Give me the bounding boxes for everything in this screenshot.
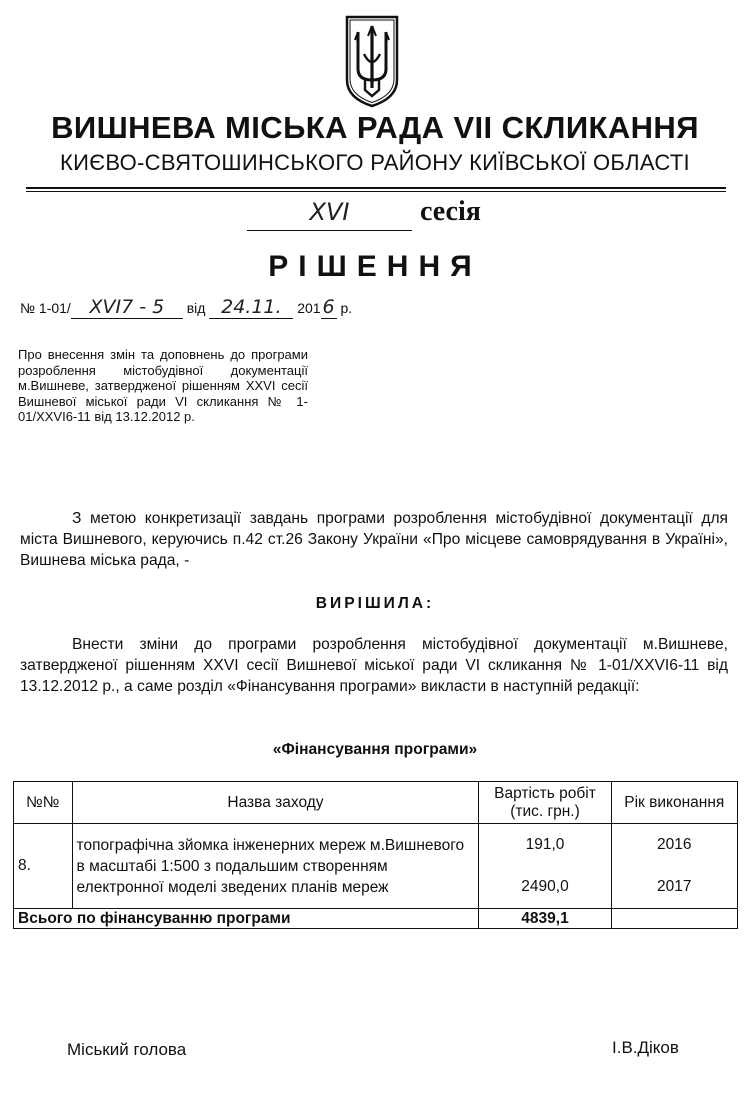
header-divider-thin: [26, 191, 726, 192]
signature-position: Міський голова: [67, 1040, 187, 1059]
row-year-2016: 2016: [657, 836, 692, 853]
table-row: [14, 824, 738, 909]
row-year-2017: 2017: [657, 878, 692, 895]
trident-emblem-icon: [343, 14, 401, 108]
row-years: [611, 824, 737, 909]
year-suffix: р.: [340, 300, 353, 316]
total-year-empty: [611, 909, 737, 929]
total-label: Всього по фінансуванню програми: [14, 909, 479, 929]
resolved-heading: ВИРІШИЛА:: [315, 595, 435, 612]
date-prefix: від: [186, 300, 206, 316]
preamble-paragraph: З метою конкретизації завдань програми розроблення містобудівної документації для міста Вишневого, керуючись п.42 ст.26 Закону України «Про місцеве самоврядування в Україні», Вишнева міська рада, -: [20, 510, 728, 569]
row-costs: [479, 824, 611, 909]
financing-title: «Фінансування програми»: [272, 741, 478, 758]
header-num: №№: [14, 782, 73, 824]
decision-title: РІШЕННЯ: [268, 250, 482, 283]
header-cost: Вартість робіт (тис. грн.): [479, 782, 611, 824]
row-name: топографічна зйомка інженерних мереж м.Вишневого в масштабі 1:500 з подальшим створенням електронної моделі зведених планів мереж: [72, 824, 479, 909]
row-cost-2017: 2490,0: [521, 878, 569, 895]
decision-subject: Про внесення змін та доповнень до програми розроблення містобудівної документації м.Вишневе, затвердженої рішенням XXVI сесії Вишневої міської ради VI скликання № 1-01/XXVI6-11 від 13.12.2012 р.: [18, 347, 308, 424]
signature-name: І.В.Діков: [612, 1038, 679, 1057]
total-value: 4839,1: [479, 909, 611, 929]
year-prefix: 201: [297, 300, 321, 316]
session-label: сесія: [420, 196, 481, 227]
row-cost-2016: 191,0: [525, 836, 565, 853]
row-num: 8.: [14, 824, 73, 909]
year-digit: 6: [322, 296, 335, 318]
financing-table: [13, 781, 738, 929]
council-name: ВИШНЕВА МІСЬКА РАДА VII СКЛИКАННЯ: [51, 110, 699, 145]
district-name: КИЄВО-СВЯТОШИНСЬКОГО РАЙОНУ КИЇВСЬКОЇ ОБЛАСТІ: [60, 150, 690, 175]
header-year: Рік виконання: [611, 782, 737, 824]
table-total-row: [14, 909, 738, 929]
decision-number: XVI7 - 5: [71, 296, 183, 319]
table-header-row: [14, 782, 738, 824]
decision-date: 24.11.: [209, 296, 293, 319]
header-divider: [26, 187, 726, 189]
header-name: Назва заходу: [72, 782, 479, 824]
session-number: XVI: [309, 198, 350, 226]
decision-number-row: [20, 296, 352, 320]
number-prefix: № 1-01/: [20, 300, 71, 316]
resolution-paragraph: Внести зміни до програми розроблення містобудівної документації м.Вишневе, затвердженої рішенням XXVI сесії Вишневої міської ради VI скликання № 1-01/XXVI6-11 від 13.12.2012 р., а саме розділ «Фінансування програми» викласти в наступній редакції:: [20, 636, 728, 695]
